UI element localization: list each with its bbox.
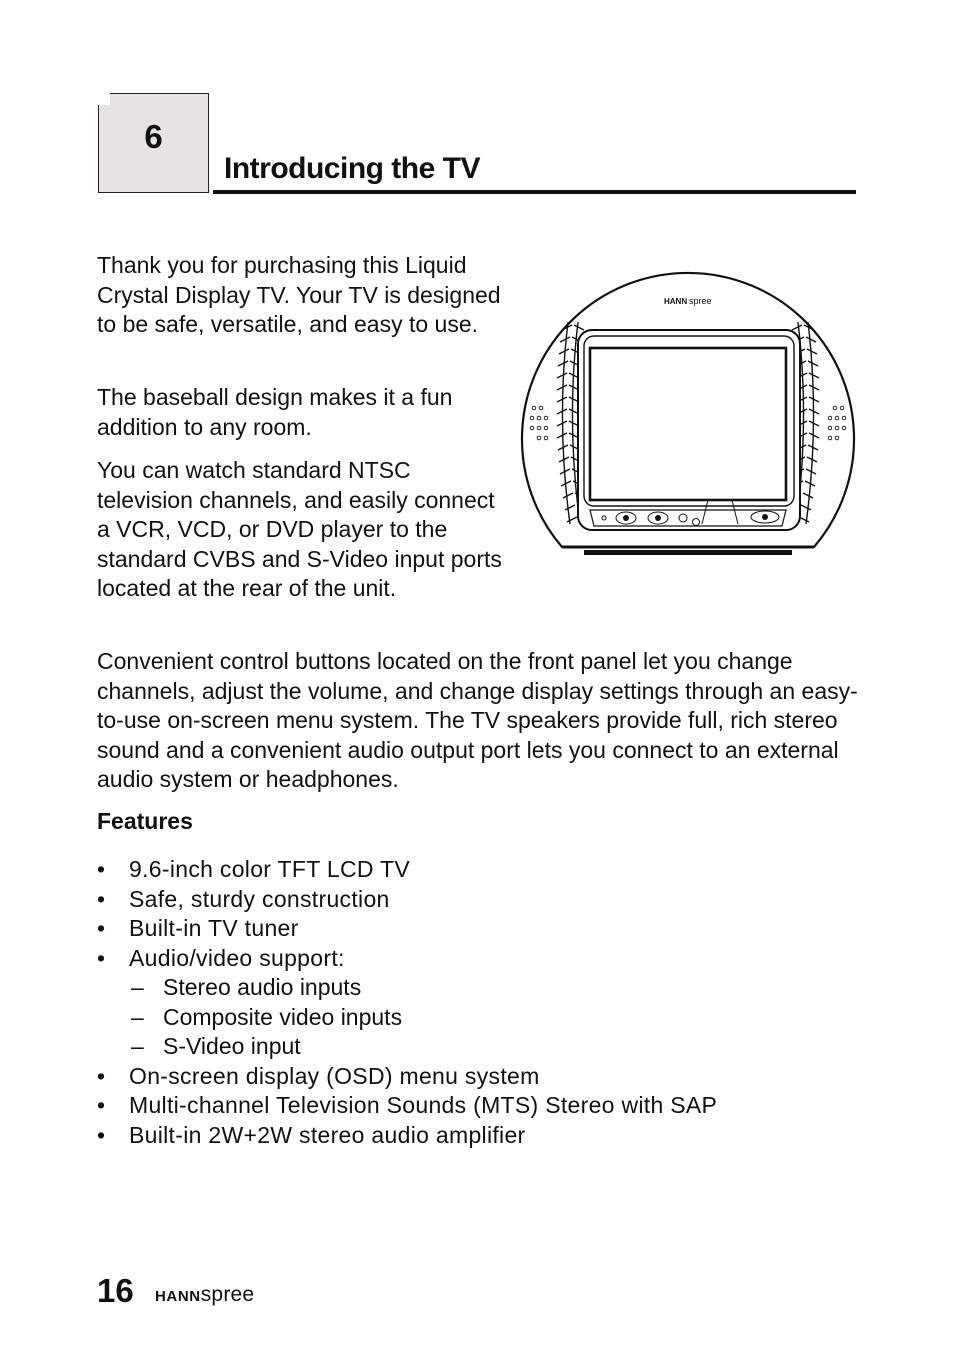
chapter-title: Introducing the TV	[224, 152, 480, 185]
page-number: 16	[97, 1272, 134, 1309]
feature-item: • On-screen display (OSD) menu system	[97, 1062, 717, 1092]
features-heading: Features	[97, 808, 193, 834]
chapter-number: 6	[144, 118, 163, 155]
illustration-brand-light: spree	[689, 296, 712, 306]
feature-item: • Multi-channel Television Sounds (MTS) Stereo with SAP	[97, 1091, 717, 1121]
feature-item: • Built-in 2W+2W stereo audio amplifier	[97, 1121, 717, 1151]
feature-subitem: – S-Video input	[97, 1032, 717, 1062]
tv-illustration	[518, 262, 858, 562]
intro-paragraph: Thank you for purchasing this Liquid Crystal Display TV. Your TV is designed to be safe, versatile, and easy to use.	[97, 252, 501, 337]
design-paragraph: The baseball design makes it a fun addition to any room.	[97, 384, 453, 440]
feature-subitem: – Stereo audio inputs	[97, 973, 717, 1003]
feature-subitem: – Composite video inputs	[97, 1003, 717, 1033]
feature-item: • 9.6-inch color TFT LCD TV	[97, 855, 717, 885]
brand-logo	[155, 1283, 254, 1307]
feature-item: • Built-in TV tuner	[97, 914, 717, 944]
brand-bold: HANN	[155, 1288, 201, 1305]
feature-item: • Safe, sturdy construction	[97, 885, 717, 915]
controls-paragraph: Convenient control buttons located on the front panel let you change channels, adjust the volume, and change display settings through an easy-to-use on-screen menu system. The TV speakers provide full, rich stereo sound and a convenient audio output port lets you connect to an external audio system or headphones.	[97, 648, 858, 792]
features-list	[97, 855, 717, 1150]
title-rule	[213, 190, 856, 194]
brand-light: spree	[200, 1283, 255, 1306]
feature-item: • Audio/video support:	[97, 944, 717, 974]
inputs-paragraph: You can watch standard NTSC television channels, and easily connect a VCR, VCD, or DVD player to the standard CVBS and S-Video input ports located at the rear of the unit.	[97, 457, 502, 601]
illustration-brand-bold: HANN	[664, 297, 688, 306]
